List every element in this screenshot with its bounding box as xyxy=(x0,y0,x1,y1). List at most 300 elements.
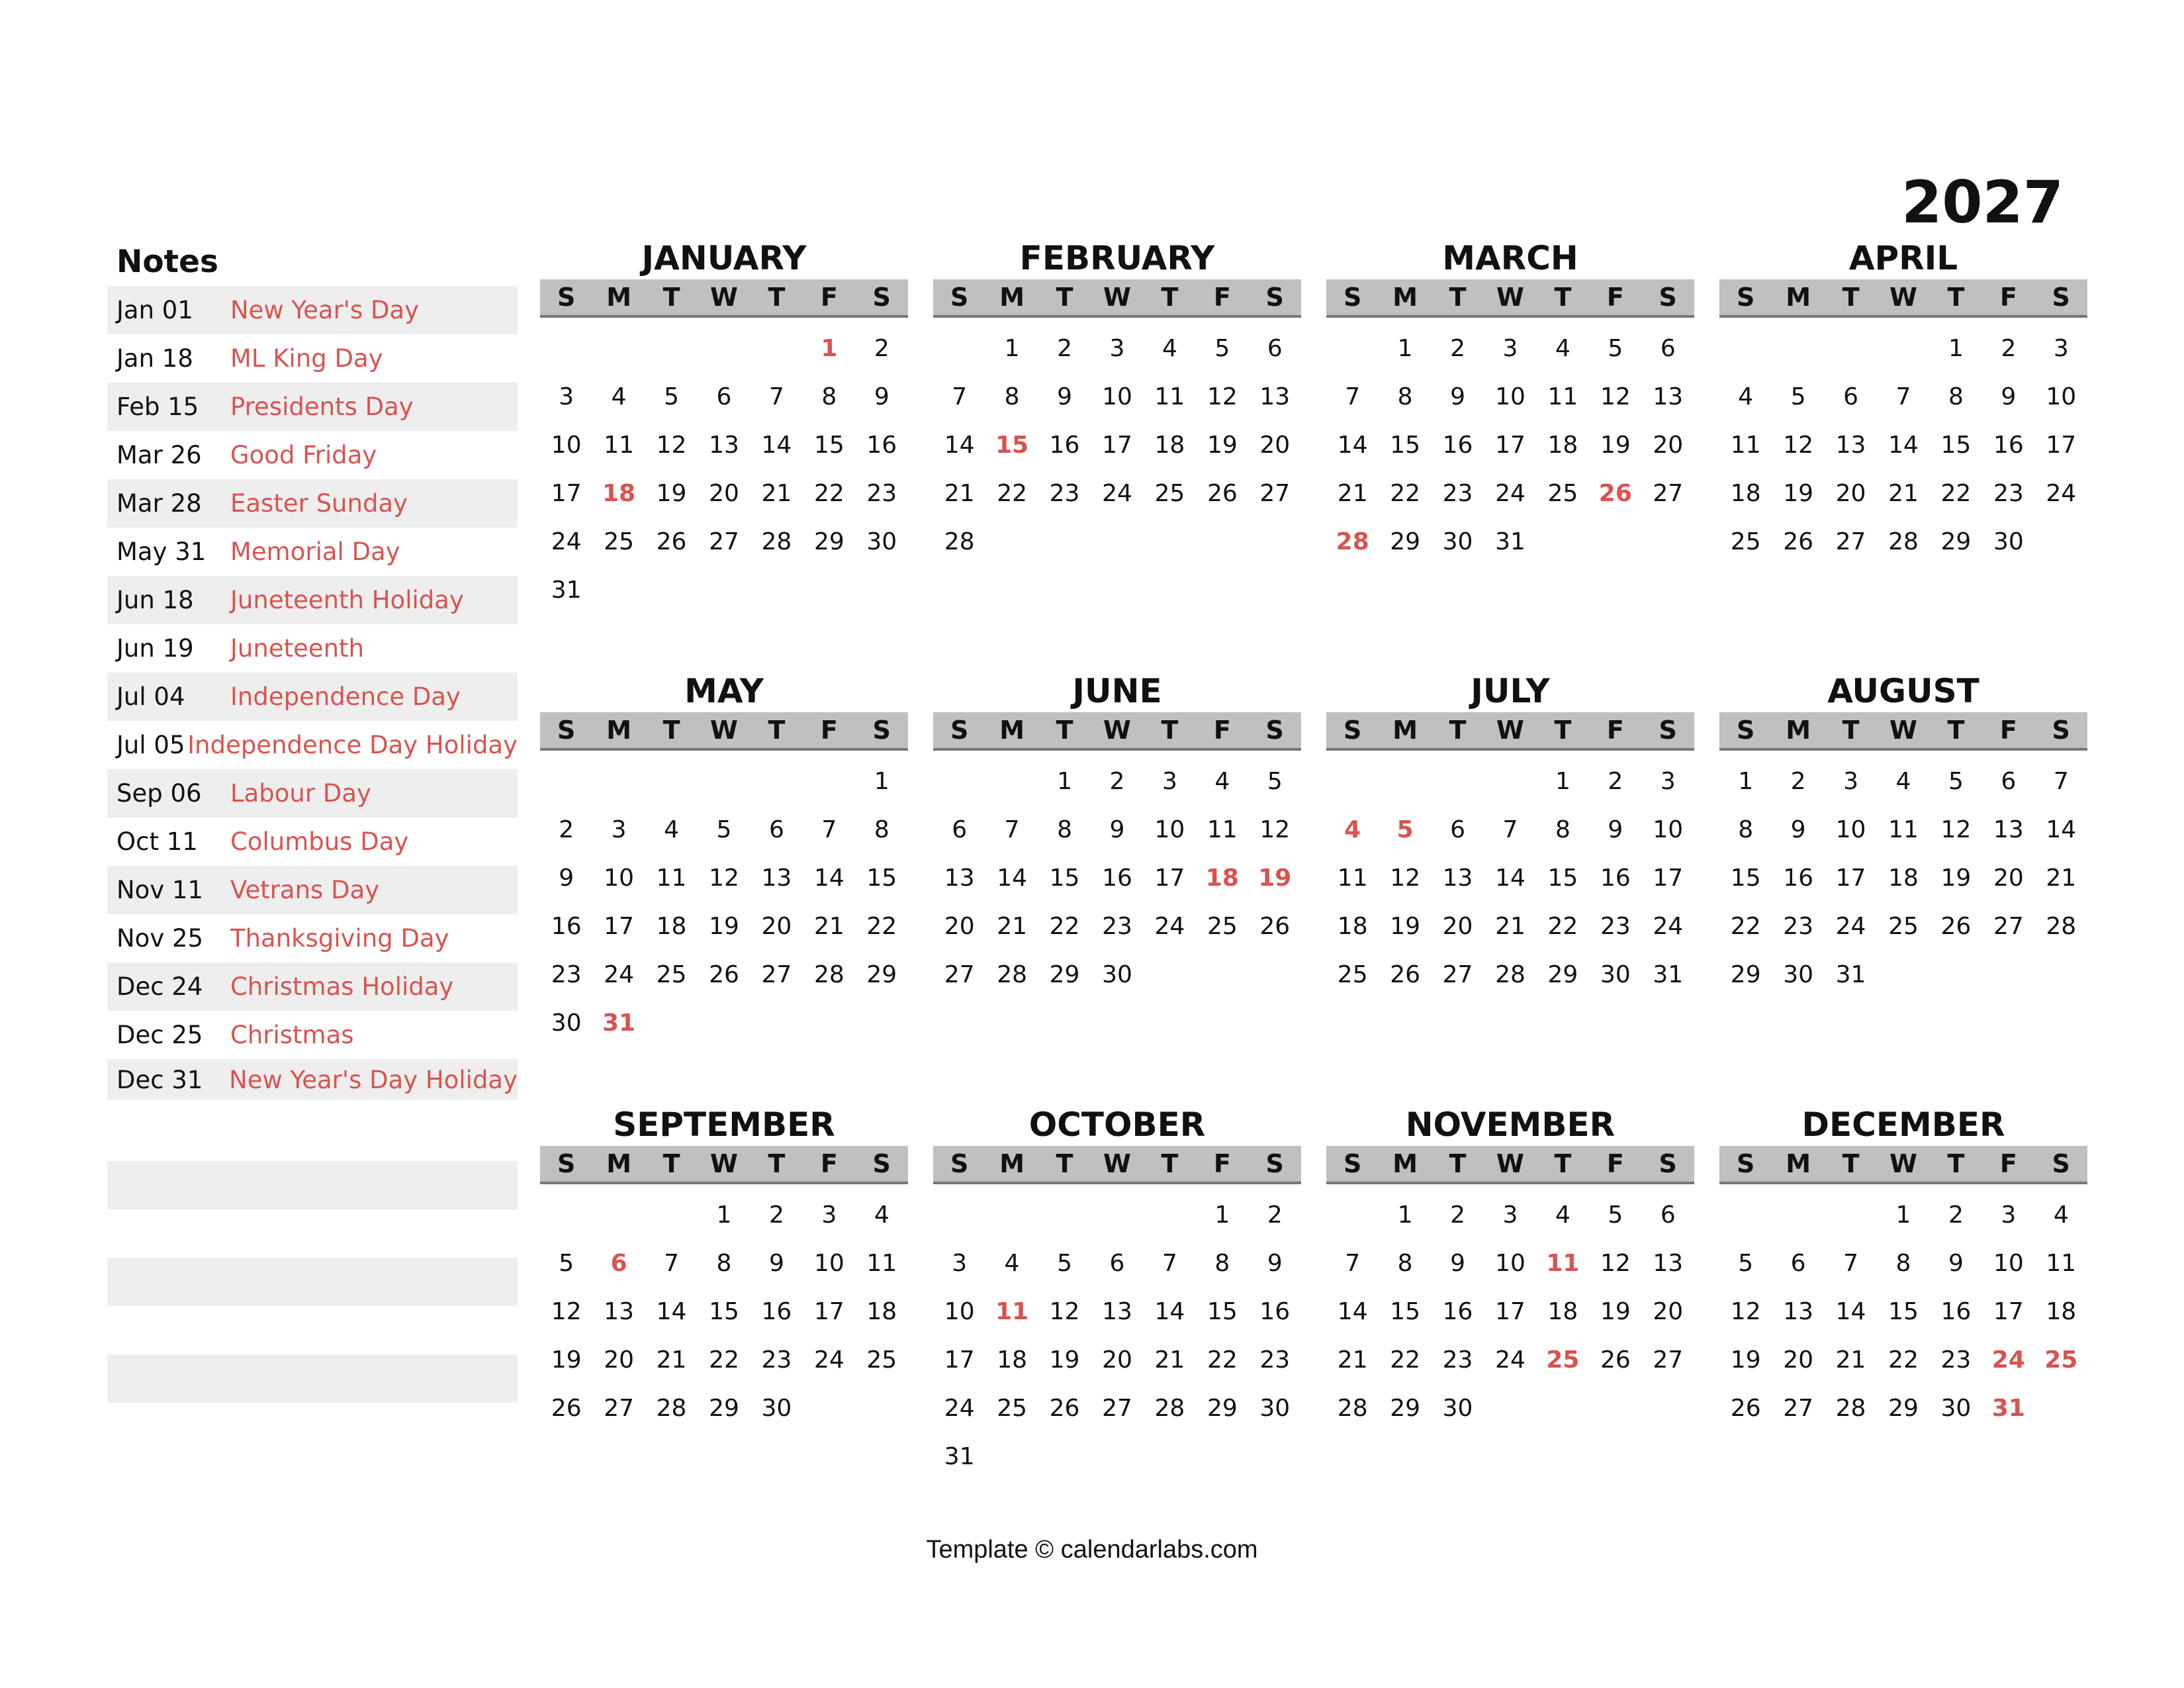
day-cell: 7 xyxy=(1161,1250,1177,1277)
day-cell: 18 xyxy=(866,1298,897,1325)
day-cell: 16 xyxy=(1600,865,1631,892)
day-cell: 27 xyxy=(1102,1395,1132,1422)
holiday-note-row xyxy=(107,479,518,528)
day-cell: 20 xyxy=(1835,480,1866,507)
weekday-label: T xyxy=(662,1149,680,1178)
day-cell: 7 xyxy=(664,1250,680,1277)
weekday-label: W xyxy=(1103,283,1131,312)
month-february xyxy=(933,237,1301,566)
weekday-label: T xyxy=(1554,283,1572,312)
day-cell: 20 xyxy=(604,1346,635,1374)
day-cell: 5 xyxy=(1608,335,1623,362)
day-cell: 13 xyxy=(1102,1298,1132,1325)
day-cell: 17 xyxy=(604,913,635,940)
day-cell: 14 xyxy=(1835,1298,1866,1325)
day-cell: 19 xyxy=(1600,432,1631,459)
day-cell: 27 xyxy=(1993,913,2024,940)
day-cell: 7 xyxy=(952,383,968,410)
day-cell: 31 xyxy=(1495,528,1525,555)
weekday-label: F xyxy=(820,716,838,745)
day-cell: 2 xyxy=(1109,768,1125,795)
weekday-label: T xyxy=(1449,283,1467,312)
day-cell: 2 xyxy=(1057,335,1073,362)
day-cell: 1 xyxy=(1004,335,1020,362)
day-cell: 15 xyxy=(1940,432,1972,459)
day-cell: 1 xyxy=(1948,335,1964,362)
day-cell: 8 xyxy=(874,816,889,843)
holiday-date: Jan 01 xyxy=(116,296,193,324)
day-cell: 27 xyxy=(1259,480,1291,507)
day-cell: 21 xyxy=(997,913,1028,940)
empty-day-cell xyxy=(1326,324,1379,373)
holiday-day-cell: 1 xyxy=(821,335,838,362)
holiday-day-cell: 11 xyxy=(1546,1250,1580,1277)
footer-credit: Template © calendarlabs.com xyxy=(926,1536,1258,1564)
weekday-label: W xyxy=(710,283,738,312)
day-cell: 25 xyxy=(1206,913,1238,940)
day-cell: 11 xyxy=(604,432,635,459)
day-cell: 30 xyxy=(1102,961,1132,988)
day-cell: 12 xyxy=(656,432,687,459)
day-cell: 21 xyxy=(761,480,792,507)
day-cell: 15 xyxy=(709,1298,739,1325)
weekday-label: S xyxy=(1659,1149,1677,1178)
holiday-day-cell: 19 xyxy=(1258,865,1292,892)
empty-day-cell xyxy=(698,324,750,373)
day-cell: 23 xyxy=(1442,1346,1473,1374)
day-cell: 16 xyxy=(761,1298,792,1325)
day-cell: 9 xyxy=(1267,1250,1283,1277)
day-cell: 16 xyxy=(1442,1298,1473,1325)
day-cell: 14 xyxy=(2046,816,2077,843)
day-cell: 8 xyxy=(1397,383,1413,410)
day-cell: 20 xyxy=(1653,1298,1684,1325)
day-cell: 4 xyxy=(611,383,627,410)
day-cell: 3 xyxy=(1843,768,1859,795)
day-cell: 24 xyxy=(604,961,635,988)
day-cell: 2 xyxy=(874,335,889,362)
year-title: 2027 xyxy=(1901,168,2064,236)
day-cell: 25 xyxy=(1888,913,1919,940)
weekday-label: S xyxy=(557,1149,576,1178)
day-cell: 29 xyxy=(709,1395,739,1422)
holiday-day-cell: 18 xyxy=(602,480,636,507)
day-cell: 4 xyxy=(1738,383,1754,410)
weekday-header xyxy=(1719,1146,2087,1184)
day-cell: 8 xyxy=(1738,816,1754,843)
day-cell: 9 xyxy=(1450,383,1466,410)
day-cell: 16 xyxy=(1940,1298,1972,1325)
day-cell: 31 xyxy=(1653,961,1684,988)
day-cell: 16 xyxy=(1442,432,1473,459)
empty-day-cell xyxy=(592,324,645,373)
day-cell: 16 xyxy=(1049,432,1080,459)
day-cell: 13 xyxy=(1653,383,1684,410)
weekday-label: M xyxy=(999,716,1025,745)
day-cell: 26 xyxy=(1259,913,1291,940)
day-cell: 10 xyxy=(551,432,582,459)
holiday-note-row xyxy=(107,769,518,818)
weekday-label: M xyxy=(1392,283,1418,312)
holiday-day-cell: 6 xyxy=(610,1250,627,1277)
day-cell: 6 xyxy=(1660,335,1676,362)
empty-day-cell xyxy=(985,757,1038,806)
weekday-label: W xyxy=(1496,716,1524,745)
holiday-date: Dec 31 xyxy=(116,1065,203,1094)
month-name: AUGUST xyxy=(1827,672,1979,710)
weekday-label: T xyxy=(768,716,786,745)
day-cell: 14 xyxy=(1337,1298,1368,1325)
holiday-name: Christmas Holiday xyxy=(230,972,454,1001)
holiday-note-row xyxy=(107,962,518,1011)
weekday-label: T xyxy=(1842,1149,1860,1178)
day-cell: 10 xyxy=(1993,1250,2024,1277)
day-cell: 13 xyxy=(761,865,792,892)
day-cell: 7 xyxy=(821,816,837,843)
day-cell: 1 xyxy=(1738,768,1754,795)
day-cell: 22 xyxy=(1049,913,1080,940)
day-cell: 21 xyxy=(1835,1346,1866,1374)
blank-note-row[interactable] xyxy=(107,1209,518,1258)
day-cell: 15 xyxy=(1206,1298,1238,1325)
empty-day-cell xyxy=(985,1191,1038,1239)
day-cell: 13 xyxy=(1653,1250,1684,1277)
weekday-label: F xyxy=(1606,283,1624,312)
day-cell: 18 xyxy=(2046,1298,2077,1325)
empty-day-cell xyxy=(1144,1191,1196,1239)
day-cell: 20 xyxy=(709,480,739,507)
blank-note-row[interactable] xyxy=(107,1354,518,1403)
weekday-label: W xyxy=(1103,716,1131,745)
day-cell: 2 xyxy=(1608,768,1623,795)
day-cell: 29 xyxy=(1390,528,1421,555)
day-cell: 22 xyxy=(1888,1346,1919,1374)
holiday-date: Jun 19 xyxy=(116,634,194,663)
day-cell: 1 xyxy=(1397,1201,1413,1229)
day-cell: 30 xyxy=(866,528,897,555)
day-cell: 6 xyxy=(1660,1201,1676,1229)
day-cell: 12 xyxy=(1730,1298,1761,1325)
day-cell: 2 xyxy=(1267,1201,1283,1229)
day-cell: 9 xyxy=(1948,1250,1964,1277)
day-cell: 1 xyxy=(1397,335,1413,362)
holiday-day-cell: 5 xyxy=(1396,816,1414,843)
empty-day-cell xyxy=(645,757,698,806)
day-cell: 2 xyxy=(768,1201,784,1229)
day-cell: 13 xyxy=(709,432,739,459)
day-grid xyxy=(933,757,1301,999)
day-cell: 13 xyxy=(1835,432,1866,459)
holiday-day-cell: 25 xyxy=(2044,1346,2078,1374)
day-cell: 28 xyxy=(2046,913,2077,940)
day-cell: 29 xyxy=(1547,961,1578,988)
day-cell: 22 xyxy=(1940,480,1972,507)
day-cell: 25 xyxy=(1730,528,1761,555)
empty-day-cell xyxy=(1772,324,1824,373)
holiday-name: New Year's Day Holiday xyxy=(229,1065,518,1094)
day-cell: 16 xyxy=(551,913,582,940)
day-cell: 28 xyxy=(944,528,975,555)
weekday-label: S xyxy=(557,283,576,312)
day-cell: 19 xyxy=(1206,432,1238,459)
day-cell: 19 xyxy=(709,913,739,940)
day-cell: 6 xyxy=(1790,1250,1806,1277)
day-cell: 20 xyxy=(1653,432,1684,459)
day-cell: 7 xyxy=(1843,1250,1859,1277)
notes-title: Notes xyxy=(116,244,218,280)
day-cell: 10 xyxy=(944,1298,975,1325)
holiday-name: Thanksgiving Day xyxy=(230,924,449,953)
weekday-header xyxy=(933,1146,1301,1184)
day-cell: 25 xyxy=(1154,480,1185,507)
day-cell: 4 xyxy=(1895,768,1911,795)
weekday-label: T xyxy=(1161,1149,1179,1178)
holiday-name: ML King Day xyxy=(230,344,383,373)
month-march xyxy=(1326,237,1694,566)
day-cell: 11 xyxy=(1337,865,1368,892)
holiday-day-cell: 26 xyxy=(1598,480,1632,507)
holiday-name: Memorial Day xyxy=(230,538,400,566)
month-april xyxy=(1719,237,2087,566)
blank-note-row[interactable] xyxy=(107,1161,518,1209)
weekday-label: S xyxy=(872,716,891,745)
empty-day-cell xyxy=(803,757,855,806)
weekday-label: S xyxy=(1737,1149,1755,1178)
blank-note-row[interactable] xyxy=(107,1258,518,1306)
day-cell: 22 xyxy=(1730,913,1761,940)
weekday-header xyxy=(1326,712,1694,751)
day-cell: 1 xyxy=(1555,768,1570,795)
empty-day-cell xyxy=(751,324,803,373)
weekday-header xyxy=(1719,279,2087,318)
day-cell: 6 xyxy=(768,816,784,843)
empty-day-cell xyxy=(1825,1191,1877,1239)
day-cell: 8 xyxy=(1214,1250,1230,1277)
day-cell: 21 xyxy=(2046,865,2077,892)
day-cell: 1 xyxy=(874,768,889,795)
day-cell: 9 xyxy=(768,1250,784,1277)
month-july xyxy=(1326,670,1694,999)
day-cell: 7 xyxy=(1895,383,1911,410)
day-cell: 18 xyxy=(656,913,687,940)
day-cell: 18 xyxy=(1154,432,1185,459)
empty-day-cell xyxy=(1326,757,1379,806)
holiday-day-cell: 28 xyxy=(1336,528,1369,555)
day-cell: 9 xyxy=(874,383,889,410)
holiday-note-row xyxy=(107,576,518,624)
day-cell: 28 xyxy=(1495,961,1525,988)
day-cell: 23 xyxy=(1049,480,1080,507)
day-cell: 24 xyxy=(944,1395,975,1422)
empty-day-cell xyxy=(645,1191,698,1239)
weekday-label: M xyxy=(1392,716,1418,745)
day-cell: 27 xyxy=(709,528,739,555)
day-cell: 7 xyxy=(1004,816,1020,843)
weekday-label: S xyxy=(1265,716,1284,745)
weekday-label: S xyxy=(872,283,891,312)
weekday-label: T xyxy=(1056,1149,1073,1178)
holiday-date: Dec 25 xyxy=(116,1021,203,1049)
weekday-label: W xyxy=(710,716,738,745)
month-name: MARCH xyxy=(1442,239,1578,277)
day-cell: 19 xyxy=(1600,1298,1631,1325)
day-cell: 6 xyxy=(952,816,968,843)
month-december xyxy=(1719,1103,2087,1432)
empty-day-cell xyxy=(1379,757,1431,806)
day-cell: 5 xyxy=(1057,1250,1073,1277)
holiday-name: Vetrans Day xyxy=(230,876,380,904)
day-cell: 18 xyxy=(997,1346,1028,1374)
day-cell: 20 xyxy=(1259,432,1291,459)
empty-day-cell xyxy=(1719,1191,1772,1239)
day-cell: 13 xyxy=(1442,865,1473,892)
day-cell: 29 xyxy=(1206,1395,1238,1422)
day-cell: 12 xyxy=(1206,383,1238,410)
weekday-label: S xyxy=(2052,1149,2070,1178)
day-cell: 17 xyxy=(1495,1298,1525,1325)
weekday-label: M xyxy=(606,716,632,745)
day-cell: 21 xyxy=(656,1346,687,1374)
holiday-note-row xyxy=(107,383,518,431)
day-cell: 30 xyxy=(1259,1395,1291,1422)
weekday-label: S xyxy=(872,1149,891,1178)
empty-day-cell xyxy=(592,1191,645,1239)
month-january xyxy=(540,237,908,614)
day-cell: 15 xyxy=(1390,1298,1421,1325)
day-cell: 4 xyxy=(874,1201,889,1229)
day-cell: 16 xyxy=(866,432,897,459)
day-cell: 9 xyxy=(1608,816,1623,843)
holiday-date: Jun 18 xyxy=(116,586,194,614)
day-cell: 14 xyxy=(1888,432,1919,459)
weekday-label: W xyxy=(1889,283,1917,312)
holiday-date: Mar 28 xyxy=(116,489,202,518)
empty-day-cell xyxy=(540,757,592,806)
day-cell: 26 xyxy=(1206,480,1238,507)
month-grid xyxy=(540,237,2078,1508)
weekday-label: M xyxy=(606,1149,632,1178)
holiday-date: Oct 11 xyxy=(116,827,198,856)
holiday-day-cell: 25 xyxy=(1546,1346,1580,1374)
weekday-label: F xyxy=(820,1149,838,1178)
day-cell: 24 xyxy=(2046,480,2077,507)
day-cell: 30 xyxy=(1600,961,1631,988)
holiday-note-row xyxy=(107,866,518,914)
day-cell: 27 xyxy=(1835,528,1866,555)
day-cell: 11 xyxy=(1547,383,1578,410)
day-cell: 3 xyxy=(821,1201,837,1229)
weekday-label: M xyxy=(1786,283,1811,312)
day-cell: 3 xyxy=(2053,335,2069,362)
holiday-date: Nov 25 xyxy=(116,924,204,953)
day-cell: 19 xyxy=(1730,1346,1761,1374)
day-cell: 27 xyxy=(1653,1346,1684,1374)
weekday-label: F xyxy=(1213,716,1231,745)
day-cell: 30 xyxy=(551,1009,582,1037)
day-cell: 24 xyxy=(1495,480,1525,507)
day-cell: 7 xyxy=(2053,768,2069,795)
day-cell: 10 xyxy=(1835,816,1866,843)
day-cell: 26 xyxy=(1600,1346,1631,1374)
weekday-label: W xyxy=(1496,1149,1524,1178)
day-cell: 5 xyxy=(1608,1201,1623,1229)
day-grid xyxy=(1719,757,2087,999)
holiday-name: Juneteenth xyxy=(230,634,365,663)
day-cell: 27 xyxy=(1783,1395,1814,1422)
day-cell: 26 xyxy=(709,961,739,988)
weekday-label: T xyxy=(1449,716,1467,745)
day-cell: 3 xyxy=(1502,335,1518,362)
holiday-day-cell: 31 xyxy=(1991,1395,2025,1422)
holiday-note-row xyxy=(107,914,518,962)
day-cell: 26 xyxy=(1390,961,1421,988)
day-cell: 9 xyxy=(1057,383,1073,410)
day-cell: 11 xyxy=(1206,816,1238,843)
day-cell: 11 xyxy=(656,865,687,892)
weekday-label: T xyxy=(1161,716,1179,745)
day-cell: 1 xyxy=(1214,1201,1230,1229)
blank-note-row[interactable] xyxy=(107,1306,518,1354)
day-cell: 20 xyxy=(1442,913,1473,940)
day-cell: 24 xyxy=(551,528,582,555)
holiday-day-cell: 11 xyxy=(995,1298,1029,1325)
day-cell: 26 xyxy=(1783,528,1814,555)
day-cell: 3 xyxy=(611,816,627,843)
day-cell: 22 xyxy=(1547,913,1578,940)
holiday-name: Labour Day xyxy=(230,779,371,808)
day-cell: 23 xyxy=(1783,913,1814,940)
weekday-label: S xyxy=(1265,283,1284,312)
weekday-label: S xyxy=(950,283,969,312)
day-cell: 9 xyxy=(1450,1250,1466,1277)
day-cell: 21 xyxy=(813,913,844,940)
day-cell: 3 xyxy=(1502,1201,1518,1229)
day-cell: 23 xyxy=(866,480,897,507)
weekday-label: M xyxy=(1786,716,1811,745)
day-grid xyxy=(540,1191,908,1432)
day-cell: 5 xyxy=(1790,383,1806,410)
empty-day-cell xyxy=(1326,1191,1379,1239)
empty-day-cell xyxy=(698,757,750,806)
holiday-day-cell: 15 xyxy=(995,432,1029,459)
day-cell: 5 xyxy=(1214,335,1230,362)
holiday-name: Easter Sunday xyxy=(230,489,408,518)
day-cell: 11 xyxy=(2046,1250,2077,1277)
weekday-label: T xyxy=(1056,716,1073,745)
holiday-note-row xyxy=(107,286,518,334)
day-cell: 26 xyxy=(1940,913,1972,940)
empty-day-cell xyxy=(1432,757,1484,806)
weekday-label: T xyxy=(1842,283,1860,312)
weekday-label: S xyxy=(1265,1149,1284,1178)
day-cell: 13 xyxy=(1259,383,1291,410)
day-cell: 27 xyxy=(761,961,792,988)
holiday-name: New Year's Day xyxy=(230,296,420,324)
day-cell: 23 xyxy=(551,961,582,988)
weekday-label: T xyxy=(1449,1149,1467,1178)
holiday-day-cell: 18 xyxy=(1205,865,1239,892)
day-cell: 8 xyxy=(1555,816,1570,843)
day-cell: 3 xyxy=(1161,768,1177,795)
day-cell: 24 xyxy=(1653,913,1684,940)
day-cell: 13 xyxy=(1783,1298,1814,1325)
weekday-label: T xyxy=(1947,716,1965,745)
day-cell: 25 xyxy=(1547,480,1578,507)
weekday-label: S xyxy=(2052,283,2070,312)
month-name: OCTOBER xyxy=(1028,1105,1206,1144)
day-cell: 21 xyxy=(1495,913,1525,940)
day-cell: 15 xyxy=(1049,865,1080,892)
